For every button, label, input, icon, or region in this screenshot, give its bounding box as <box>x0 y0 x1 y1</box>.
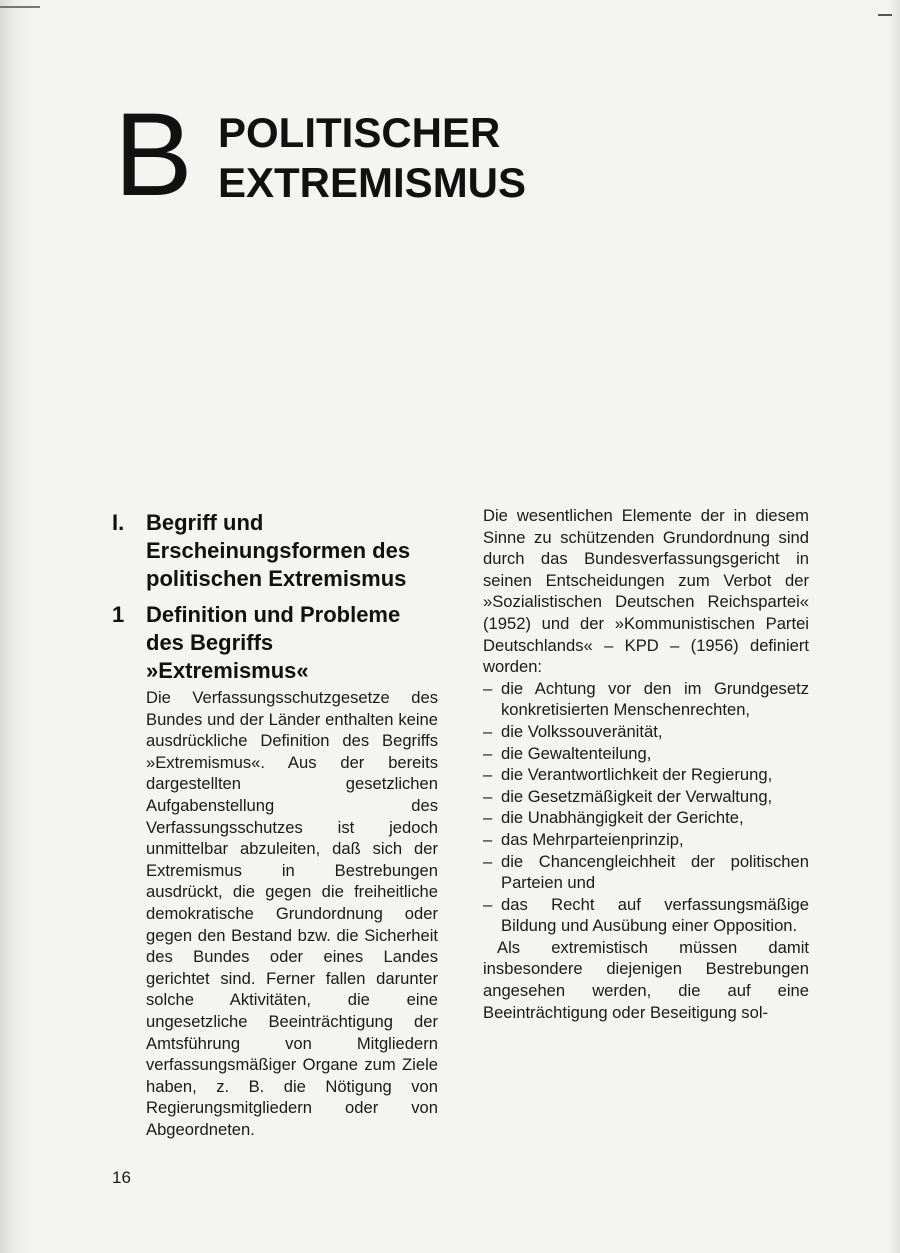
list-item: – die Volkssouveränität, <box>483 721 663 741</box>
list-dash: – <box>483 829 493 849</box>
page-number: 16 <box>112 1168 131 1187</box>
crop-mark-right <box>878 14 892 16</box>
list-item: – die Unabhängigkeit der Gerichte, <box>483 808 744 828</box>
crop-mark-left <box>0 6 40 8</box>
left-column <box>112 505 438 1140</box>
subsection-title: Definition und Probleme des Begriffs »Extremismus« <box>146 602 401 683</box>
list-item: – das Recht auf verfassungsmäßige Bildung und Ausübung einer Opposition. <box>483 894 809 936</box>
list-dash: – <box>483 721 493 741</box>
closing-paragraph: Als extremistisch müssen damit insbesondere diejenigen Bestrebungen angesehen werden, die auf eine Beeinträchtigung oder Beseitigung sol- <box>483 937 809 1022</box>
basic-order-elements-list <box>483 678 809 937</box>
list-dash: – <box>483 786 493 806</box>
list-dash: – <box>483 743 493 763</box>
list-item: – die Gewaltenteilung, <box>483 743 652 763</box>
list-item: – die Verantwortlichkeit der Regierung, <box>483 765 773 785</box>
list-item: – das Mehrparteienprinzip, <box>483 829 684 849</box>
section-number: I. <box>112 510 125 535</box>
page-edge <box>888 0 900 1253</box>
subsection-heading <box>112 601 438 685</box>
list-dash: – <box>483 851 493 871</box>
right-column <box>483 505 809 1023</box>
list-dash: – <box>483 765 493 785</box>
list-item: – die Chancengleichheit der politischen Parteien und <box>483 851 809 893</box>
list-dash: – <box>483 678 493 698</box>
chapter-letter: B <box>114 89 191 221</box>
list-dash: – <box>483 808 493 828</box>
page-gutter-shadow <box>0 0 36 1253</box>
chapter-title <box>218 108 526 208</box>
list-dash: – <box>483 894 493 914</box>
list-item: – die Gesetzmäßigkeit der Verwaltung, <box>483 786 773 806</box>
definition-paragraph: Die Verfassungsschutzgesetze des Bundes und der Länder enthalten keine ausdrückliche Definition des Begriffs »Extremismus«. Aus der bereits dargestellten gesetzlichen Aufgabenstellung des Verfassungsschutzes ist jedoch unmittelbar abzuleiten, daß sich der Extremismus in Bestrebungen ausdrückt, die gegen die freiheitliche demokratische Grundordnung oder gegen den Bestand bzw. die Sicherheit des Bundes oder eines Landes gerichtet sind. Ferner fallen darunter solche Aktivitäten, die eine ungesetzliche Beeinträchtigung der Amtsführung von Mitgliedern verfassungsmäßiger Organe zum Ziele haben, z. B. die Nötigung von Regierungsmitgliedern oder von Abgeordneten. <box>146 688 438 1139</box>
chapter-title-line-1: POLITISCHER <box>218 109 501 156</box>
chapter-title-line-2: EXTREMISMUS <box>218 159 527 206</box>
elements-intro-paragraph: Die wesentlichen Elemente der in diesem Sinne zu schützenden Grundordnung sind durch das Bundesverfassungsgericht in seinen Entscheidungen zum Verbot der »Sozialistischen Deutschen Reichspartei« (1952) und der »Kommunistischen Partei Deutschlands« – KPD – (1956) definiert worden: <box>483 506 809 677</box>
list-item: – die Achtung vor den im Grundgesetz konkretisierten Menschenrechten, <box>483 678 809 720</box>
section-title: Begriff und Erscheinungsformen des politischen Extremismus <box>146 510 411 591</box>
subsection-number: 1 <box>112 602 125 627</box>
section-heading <box>112 509 438 593</box>
